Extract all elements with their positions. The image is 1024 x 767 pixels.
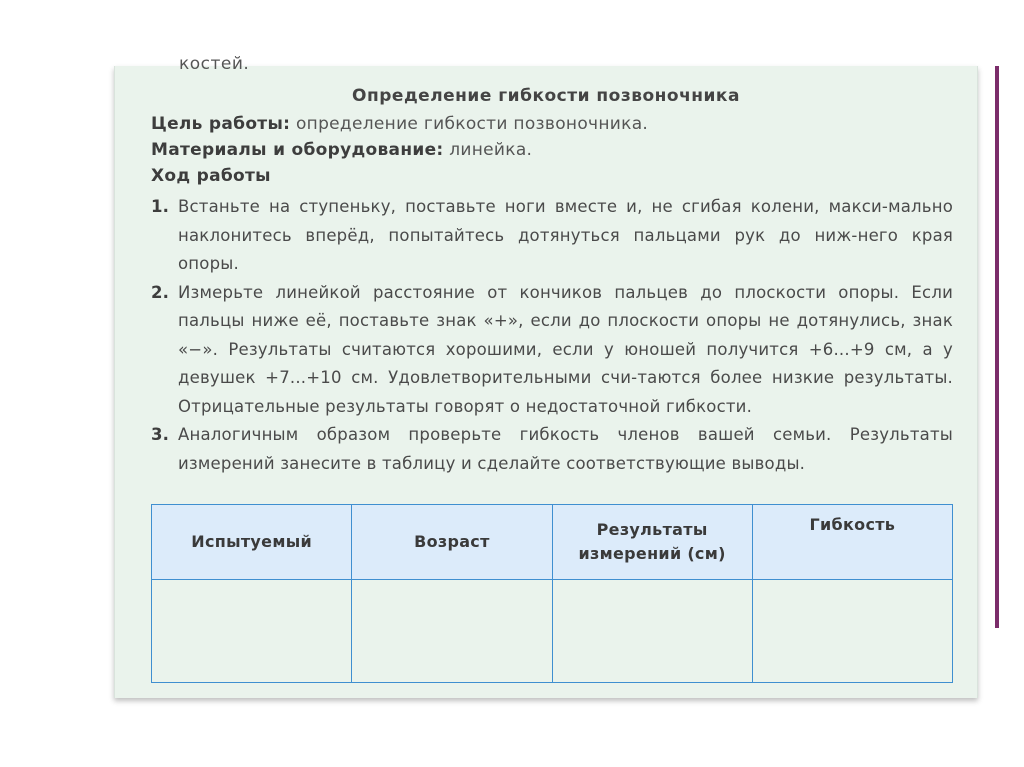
table-cell[interactable] xyxy=(752,580,952,683)
step-text: Встаньте на ступеньку, поставьте ноги вместе и, не сгибая колени, макси-мально наклонитесь вперёд, попытайтесь дотянуться пальцами рук до ниж-него края опоры. xyxy=(178,197,953,273)
textbook-page xyxy=(114,54,978,698)
materials-label: Материалы и оборудование: xyxy=(151,140,444,160)
step-1 xyxy=(151,193,953,279)
step-number: 2. xyxy=(151,282,170,302)
header-age: Возраст xyxy=(352,505,552,580)
goal-line xyxy=(151,114,648,134)
step-3 xyxy=(151,421,953,478)
table-row xyxy=(152,580,953,683)
accent-bar xyxy=(995,66,999,628)
table-cell[interactable] xyxy=(152,580,352,683)
table-cell[interactable] xyxy=(552,580,752,683)
results-table xyxy=(151,504,953,683)
table-header-row xyxy=(152,505,953,580)
table-cell[interactable] xyxy=(352,580,552,683)
goal-label: Цель работы: xyxy=(151,114,291,134)
header-flexibility: Гибкость xyxy=(752,505,952,580)
materials-value: линейка. xyxy=(449,140,533,160)
step-2 xyxy=(151,279,953,422)
header-results: Результаты измерений (см) xyxy=(552,505,752,580)
header-subject: Испытуемый xyxy=(152,505,352,580)
step-number: 1. xyxy=(151,197,170,216)
procedure-heading: Ход работы xyxy=(151,166,271,186)
steps-list xyxy=(151,193,953,478)
step-number: 3. xyxy=(151,425,170,444)
page-title: Определение гибкости позвоночника xyxy=(352,86,740,106)
step-text: Измерьте линейкой расстояние от кончиков пальцев до плоскости опоры. Если пальцы ниже её, поставьте знак «+», если до плоскости опоры не дотянулись, знак «−». Результаты считаются хорошими, если у юношей получится +6...+9 см, а у девушек +7...+10 см. Удовлетворительными счи-таются более низкие результаты. Отрицательные результаты говорят о недостаточной гибкости. xyxy=(178,282,953,416)
clipped-previous-text: костей. xyxy=(179,54,250,74)
goal-value: определение гибкости позвоночника. xyxy=(295,114,649,134)
materials-line xyxy=(151,140,532,160)
step-text: Аналогичным образом проверьте гибкость членов вашей семьи. Результаты измерений занесите в таблицу и сделайте соответствующие выводы. xyxy=(178,425,953,473)
